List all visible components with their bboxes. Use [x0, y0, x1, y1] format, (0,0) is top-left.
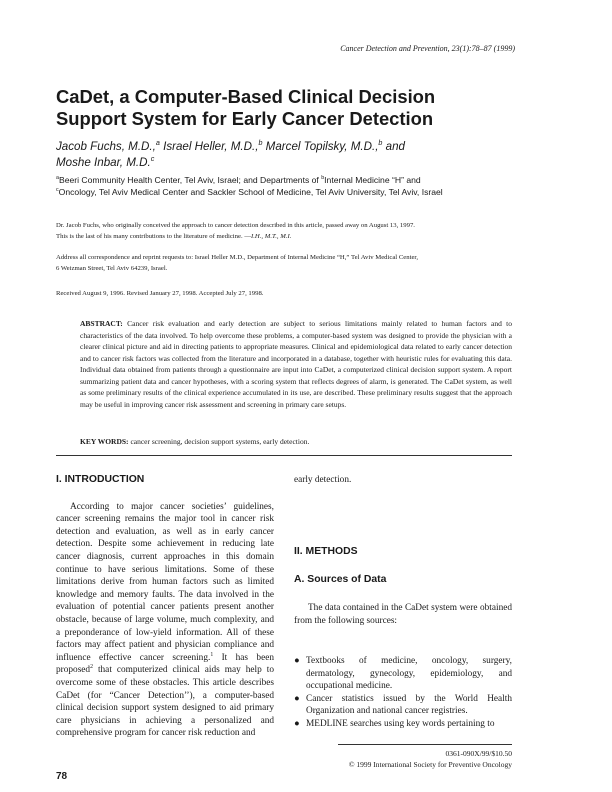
address-line-1: Address all correspondence and reprint requests to: Israel Heller M.D., Department of Internal Medicine “H,” Tel Aviv Medical Center, — [56, 254, 419, 261]
introduction-heading: I. INTRODUCTION — [56, 474, 145, 485]
received-dates: Received August 9, 1996. Revised January 27, 1998. Accepted July 27, 1998. — [56, 290, 264, 297]
keywords — [80, 436, 512, 447]
page-number: 78 — [56, 771, 68, 782]
dedication-text: This is the last of his many contributions to the literature of medicine. — — [56, 233, 252, 240]
abstract-label: ABSTRACT: — [80, 319, 123, 328]
affiliations — [56, 174, 466, 198]
affil-text-c: Oncology, Tel Aviv Medical Center and Sackler School of Medicine, Tel Aviv University, Tel Aviv, Israel — [58, 187, 443, 198]
introduction-continuation: early detection. — [294, 475, 352, 485]
affil-text-b: Internal Medicine “H” and — [324, 175, 421, 185]
author-topilsky-affil: b — [378, 138, 383, 148]
author-inbar: Moshe Inbar, M.D. — [56, 156, 151, 169]
sources-paragraph: The data contained in the CaDet system were obtained from the following sources: — [294, 603, 512, 626]
citation-2: 2 — [90, 664, 93, 671]
list-item: ● MEDLINE searches using key words pertaining to — [294, 718, 495, 729]
footer — [349, 748, 512, 770]
copyright: © 1999 International Society for Preventive Oncology — [348, 760, 512, 769]
affil-marker-b: b — [321, 175, 325, 182]
affil-text-a: Beeri Community Health Center, Tel Aviv, Israel; and Departments of — [58, 175, 322, 185]
affil-marker-c: c — [56, 187, 59, 194]
dedication-signature: I.H., M.T., M.I. — [251, 233, 292, 240]
list-item: ● Cancer statistics issued by the World Health Organization and national cancer registries. — [294, 693, 512, 717]
affil-marker-a: a — [56, 175, 59, 182]
address-line-2: 6 Weizman Street, Tel Aviv 64239, Israel. — [56, 265, 168, 272]
article-title — [56, 86, 516, 130]
author-fuchs: Jacob Fuchs, M.D., — [56, 140, 156, 153]
author-list — [56, 139, 476, 171]
dedication-line-1: Dr. Jacob Fuchs, who originally conceived the approach to cancer detection described in this article, passed away on August 13, 1997. — [56, 222, 415, 229]
right-column-list — [294, 655, 512, 731]
bullet-icon: ● — [294, 693, 300, 704]
author-conjunction: and — [382, 140, 405, 153]
section-divider — [56, 455, 512, 456]
methods-heading: II. METHODS — [294, 546, 358, 557]
author-topilsky: Marcel Topilsky, M.D., — [262, 140, 379, 153]
keywords-label: KEY WORDS: — [80, 437, 129, 446]
dedication-line-2 — [56, 231, 516, 242]
journal-citation: Cancer Detection and Prevention, 23(1):78–87 (1999) — [340, 44, 515, 53]
author-fuchs-affil: a — [155, 138, 160, 148]
data-sources-list — [294, 655, 512, 731]
bullet-icon: ● — [294, 656, 300, 666]
author-heller: Israel Heller, M.D., — [159, 140, 259, 153]
keywords-text: cancer screening, decision support systems, early detection. — [130, 437, 310, 446]
introduction-paragraph: According to major cancer societies’ guidelines, cancer screening remains the major tool in cancer risk detection and evaluation, as well as in early cancer detection. Despite some achievement in reducing late cancer diagnosis, current approaches in this domain continue to have serious limitations. Some of these limitations derive from human factors such as limited knowledge and memory faults. The data involved in the evaluation of potential cancer patients present another obstacle, because of large volume, much complexity, and a preponderance of low-yield information. All of these factors may affect patient and physician compliance and influence effective cancer screening.$^1$ It has been proposed$^2$ that computerized clinical aids may help to overcome some of these obstacles. This article describes CaDet (for “Cancer Detection’’), a computer-based clinical decision support system designed to aid primary care physicians in achieving a personalized and comprehensive program for cancer risk reduction and — [56, 501, 274, 739]
footer-rule — [338, 744, 512, 745]
author-inbar-affil: c — [150, 154, 155, 164]
sources-subheading: A. Sources of Data — [294, 574, 387, 585]
issn-price: 0361-090X/99/$10.50 — [445, 749, 512, 758]
abstract-text: Cancer risk evaluation and early detection are subject to serious limitations mainly related to human factors and to characteristics of the data involved. To help overcome these problems, a computer-based system was designed to provide the physician with a clearer clinical picture and aid in directing patients to appropriate measures. Clinical and epidemiological data related to early cancer detection and to cancer risk factors was collected from the literature and incorporated in a database, together with heuristic rules for evaluating this data. Individual data obtained from patients through a questionnaire are input into CaDet, a computerized clinical decision support system. A report summarizing patient data and cancer hypotheses, with a scoring system that reflects degrees of alarm, is generated. The CaDet system, as well as some preliminary results of the clinical experience accumulated in its use, are described. These preliminary results suggest that the approach may be useful in improving cancer risk assessment and screening in primary care setups. — [80, 319, 513, 409]
title-line-1: CaDet, a Computer-Based Clinical Decision — [56, 86, 436, 107]
correspondence-address — [56, 252, 516, 274]
abstract — [80, 318, 512, 410]
list-item: ● Textbooks of medicine, oncology, surgery, dermatology, gynecology, epidemiology, and occupational medicine. — [294, 656, 512, 692]
left-column — [56, 474, 274, 740]
citation-1: 1 — [210, 651, 214, 658]
title-line-2: Support System for Early Cancer Detection — [56, 108, 434, 129]
author-heller-affil: b — [258, 138, 263, 148]
dedication-note — [56, 220, 516, 242]
bullet-icon: ● — [294, 718, 300, 729]
